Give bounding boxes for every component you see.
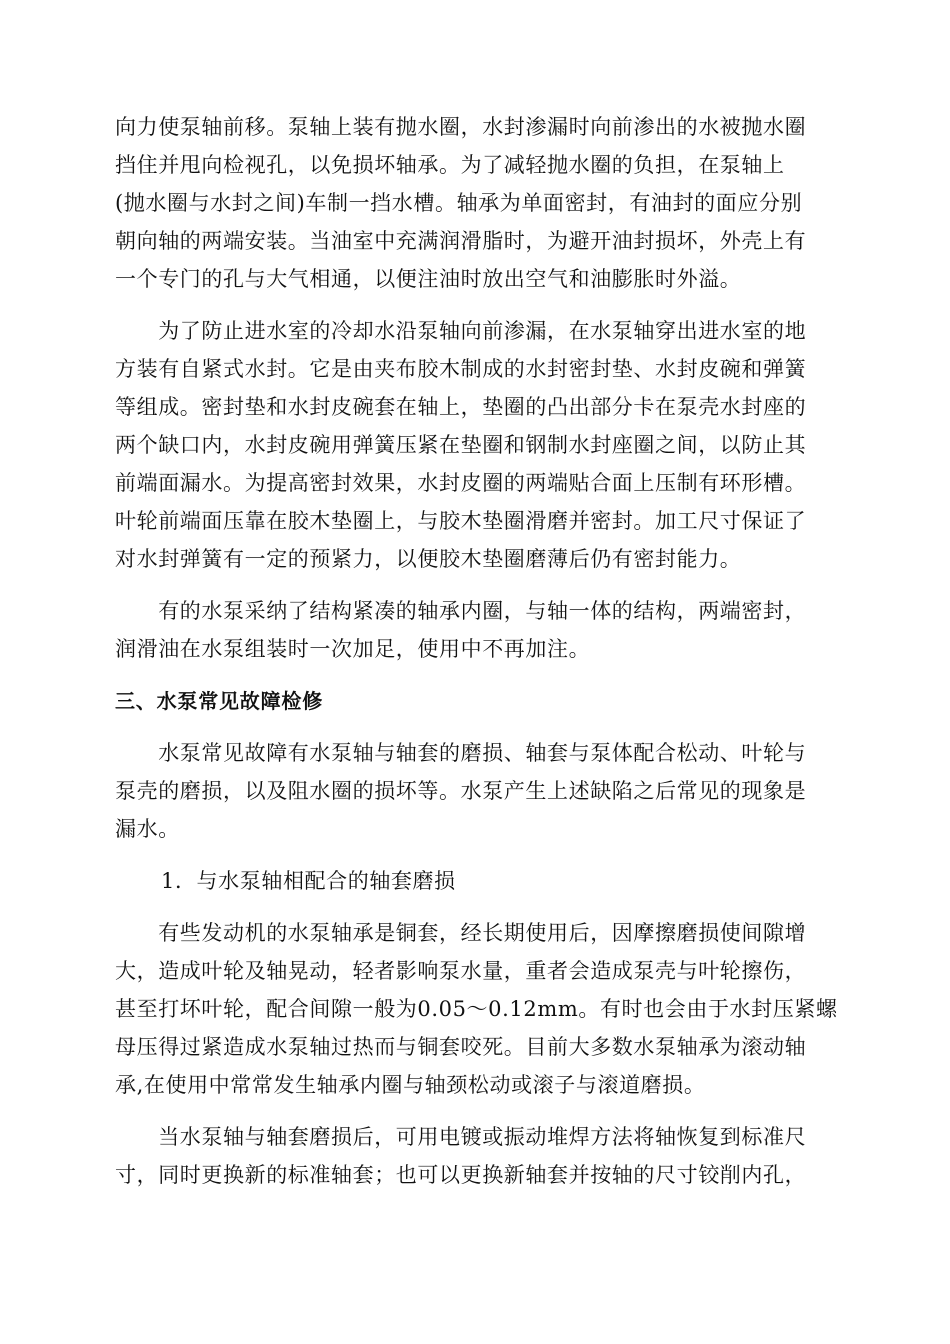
text-line: 甚至打坏叶轮，配合间隙一般为0.05～0.12mm。有时也会由于水封压紧螺	[115, 997, 838, 1021]
text-line: 为了防止进水室的冷却水沿泵轴向前渗漏，在水泵轴穿出进水室的地	[115, 319, 807, 343]
text-line: 润滑油在水泵组装时一次加足，使用中不再加注。	[115, 637, 591, 661]
text-line: 方装有自紧式水封。它是由夹布胶木制成的水封密封垫、水封皮碗和弹簧	[115, 357, 807, 381]
text-line: 承,在使用中常常发生轴承内圈与轴颈松动或滚子与滚道磨损。	[115, 1073, 706, 1097]
subheading-text: 1．与水泵轴相配合的轴套磨损	[161, 869, 456, 893]
text-line: 朝向轴的两端安装。当油室中充满润滑脂时，为避开油封损坏，外壳上有	[115, 229, 807, 253]
text-line: 漏水。	[115, 817, 180, 841]
section-heading-text: 三、水泵常见故障检修	[115, 689, 323, 713]
text-line: 对水封弹簧有一定的预紧力，以便胶木垫圈磨薄后仍有密封能力。	[115, 547, 742, 571]
text-line: 等组成。密封垫和水封皮碗套在轴上，垫圈的凸出部分卡在泵壳水封座的	[115, 395, 807, 419]
text-line: 向力使泵轴前移。泵轴上装有抛水圈，水封渗漏时向前渗出的水被抛水圈	[115, 115, 807, 139]
paragraph	[115, 914, 838, 1104]
subheading	[115, 862, 835, 900]
text-line: 当水泵轴与轴套磨损后，可用电镀或振动堆焊方法将轴恢复到标准尺	[115, 1125, 807, 1149]
text-line: (抛水圈与水封之间)车制一挡水槽。轴承为单面密封，有油封的面应分别	[115, 191, 803, 215]
text-line: 大，造成叶轮及轴晃动，轻者影响泵水量，重者会造成泵壳与叶轮擦伤，	[115, 959, 807, 983]
text-line: 寸，同时更换新的标准轴套；也可以更换新轴套并按轴的尺寸铰削内孔，	[115, 1163, 807, 1187]
document-page	[115, 108, 838, 1194]
text-line: 叶轮前端面压靠在胶木垫圈上，与胶木垫圈滑磨并密封。加工尺寸保证了	[115, 509, 807, 533]
paragraph	[115, 734, 835, 848]
text-line: 前端面漏水。为提高密封效果，水封皮圈的两端贴合面上压制有环形槽。	[115, 471, 807, 495]
text-line: 一个专门的孔与大气相通，以便注油时放出空气和油膨胀时外溢。	[115, 267, 742, 291]
paragraph	[115, 108, 835, 298]
paragraph	[115, 592, 835, 668]
text-line: 水泵常见故障有水泵轴与轴套的磨损、轴套与泵体配合松动、叶轮与	[115, 741, 807, 765]
text-line: 母压得过紧造成水泵轴过热而与铜套咬死。目前大多数水泵轴承为滚动轴	[115, 1035, 807, 1059]
paragraph	[115, 312, 835, 578]
text-line: 有些发动机的水泵轴承是铜套，经长期使用后，因摩擦磨损使间隙增	[115, 921, 807, 945]
paragraph	[115, 1118, 835, 1194]
text-line: 泵壳的磨损，以及阻水圈的损坏等。水泵产生上述缺陷之后常见的现象是	[115, 779, 807, 803]
text-line: 有的水泵采纳了结构紧凑的轴承内圈，与轴一体的结构，两端密封，	[115, 599, 807, 623]
text-line: 两个缺口内，水封皮碗用弹簧压紧在垫圈和钢制水封座圈之间，以防止其	[115, 433, 807, 457]
section-heading	[115, 682, 835, 720]
text-line: 挡住并甩向检视孔，以免损坏轴承。为了减轻抛水圈的负担，在泵轴上	[115, 153, 785, 177]
